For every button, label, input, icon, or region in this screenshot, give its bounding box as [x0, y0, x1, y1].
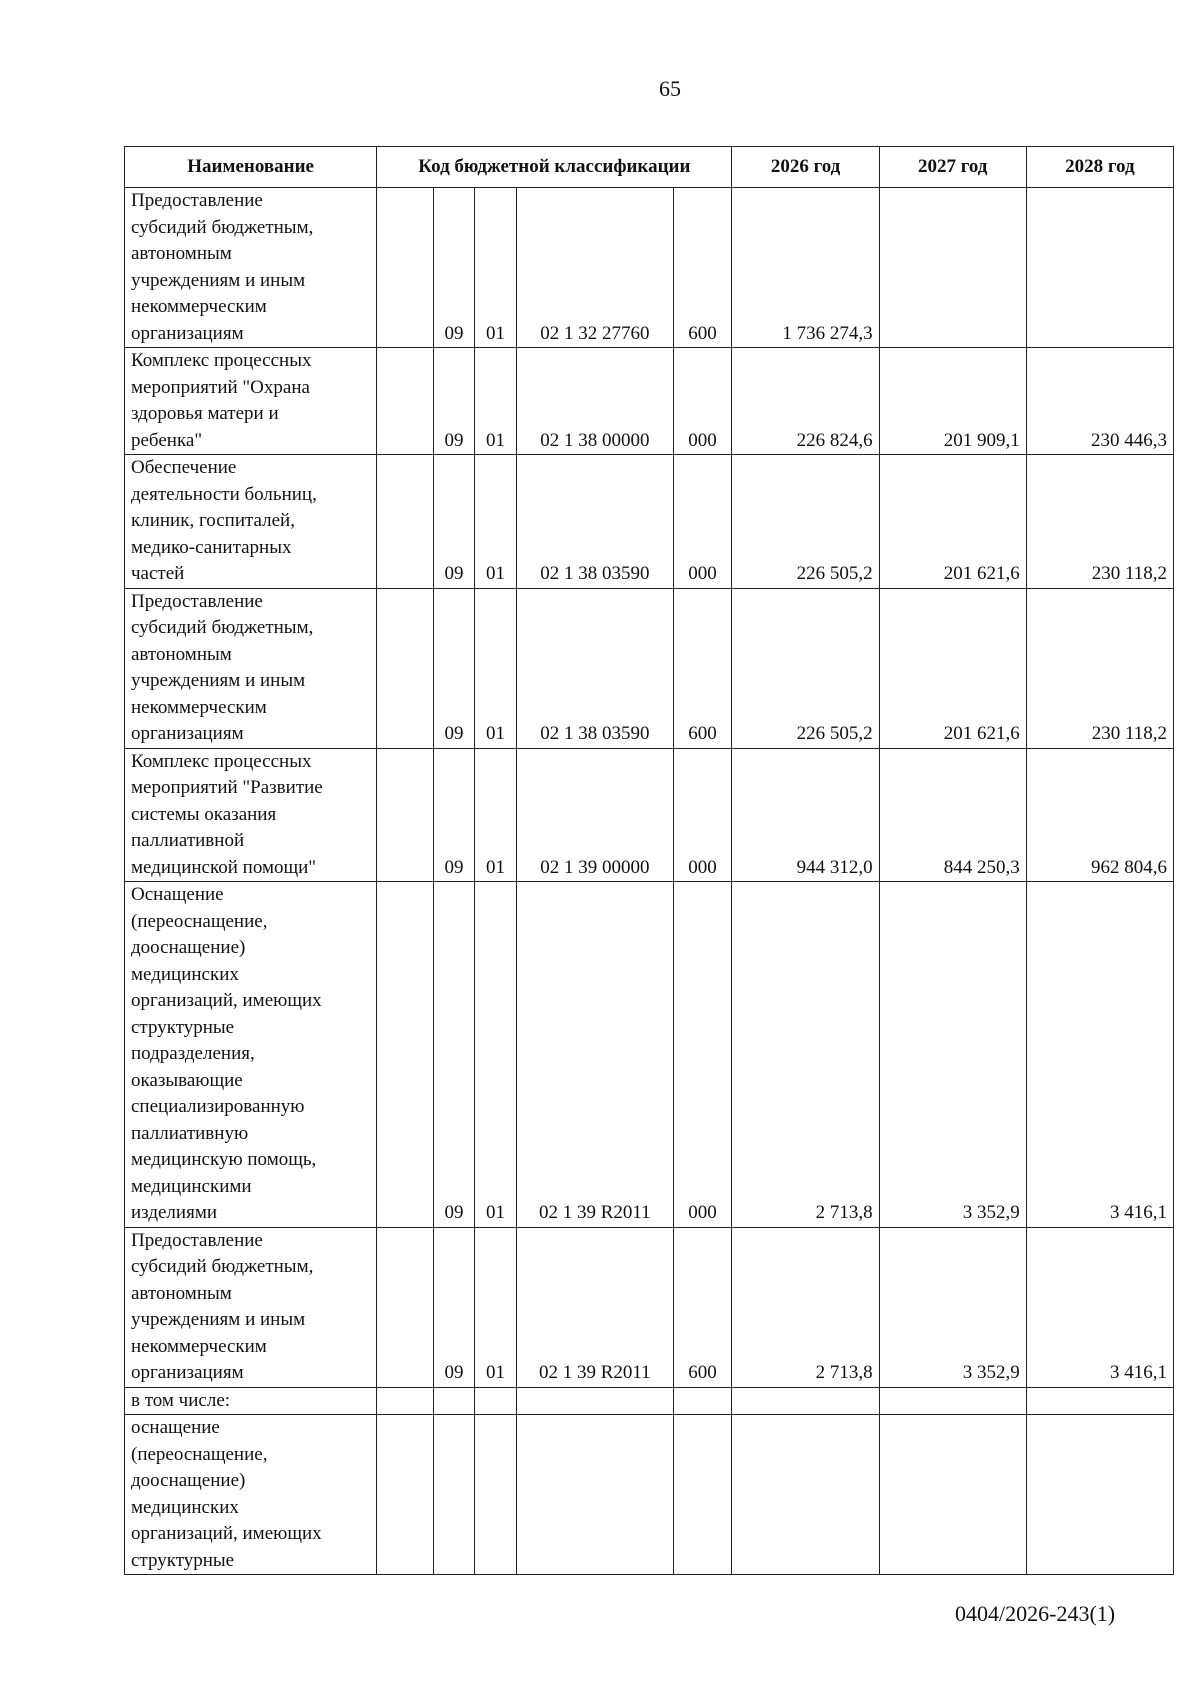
value-2027: 201 621,6	[879, 588, 1026, 748]
value-2028: 962 804,6	[1026, 748, 1173, 882]
code-subsection: 01	[474, 882, 516, 1228]
value-2028: 230 118,2	[1026, 455, 1173, 589]
code-target: 02 1 39 00000	[517, 748, 674, 882]
code-target: 02 1 39 R2011	[517, 882, 674, 1228]
table-row	[125, 455, 1174, 589]
code-expense-type: 600	[673, 188, 732, 348]
value-2026: 226 505,2	[732, 455, 879, 589]
code-target: 02 1 32 27760	[517, 188, 674, 348]
value-2026	[732, 1387, 879, 1415]
code-target: 02 1 38 03590	[517, 588, 674, 748]
code-subsection: 01	[474, 348, 516, 455]
row-name: Предоставление субсидий бюджетным, автономным учреждениям и иным некоммерческим организациям	[125, 588, 377, 748]
value-2027	[879, 188, 1026, 348]
row-name: Предоставление субсидий бюджетным, автономным учреждениям и иным некоммерческим организациям	[125, 188, 377, 348]
code-subsection: 01	[474, 748, 516, 882]
value-2028	[1026, 1387, 1173, 1415]
code-section	[377, 748, 434, 882]
code-section	[377, 1415, 434, 1575]
code-ministry: 09	[434, 348, 475, 455]
code-ministry: 09	[434, 188, 475, 348]
value-2026: 2 713,8	[732, 882, 879, 1228]
value-2026: 1 736 274,3	[732, 188, 879, 348]
document-number: 0404/2026-243(1)	[955, 1601, 1116, 1626]
value-2027	[879, 1415, 1026, 1575]
header-2027: 2027 год	[879, 147, 1026, 188]
page-number: 65	[659, 76, 681, 101]
code-expense-type: 600	[673, 588, 732, 748]
table-row	[125, 1227, 1174, 1387]
row-name: Комплекс процессных мероприятий "Охрана здоровья матери и ребенка"	[125, 348, 377, 455]
code-ministry: 09	[434, 1227, 475, 1387]
code-target: 02 1 38 03590	[517, 455, 674, 589]
value-2026: 944 312,0	[732, 748, 879, 882]
code-subsection	[474, 1415, 516, 1575]
code-subsection	[474, 1387, 516, 1415]
code-section	[377, 188, 434, 348]
table-row	[125, 1415, 1174, 1575]
code-section	[377, 882, 434, 1228]
value-2028: 230 118,2	[1026, 588, 1173, 748]
row-name: оснащение (переоснащение, дооснащение) медицинских организаций, имеющих структурные	[125, 1415, 377, 1575]
code-section	[377, 455, 434, 589]
code-expense-type: 000	[673, 348, 732, 455]
table-row	[125, 882, 1174, 1228]
row-name: Обеспечение деятельности больниц, клиник, госпиталей, медико-санитарных частей	[125, 455, 377, 589]
code-expense-type	[673, 1415, 732, 1575]
table-row	[125, 588, 1174, 748]
row-name: Комплекс процессных мероприятий "Развитие системы оказания паллиативной медицинской помощи"	[125, 748, 377, 882]
code-ministry: 09	[434, 588, 475, 748]
value-2027: 3 352,9	[879, 1227, 1026, 1387]
header-2028: 2028 год	[1026, 147, 1173, 188]
header-name: Наименование	[125, 147, 377, 188]
code-target	[517, 1387, 674, 1415]
code-expense-type: 000	[673, 882, 732, 1228]
table-row	[125, 1387, 1174, 1415]
code-section	[377, 348, 434, 455]
code-subsection: 01	[474, 188, 516, 348]
code-target: 02 1 38 00000	[517, 348, 674, 455]
table-header-row	[125, 147, 1174, 188]
code-section	[377, 588, 434, 748]
value-2027: 844 250,3	[879, 748, 1026, 882]
value-2028: 230 446,3	[1026, 348, 1173, 455]
code-section	[377, 1227, 434, 1387]
code-section	[377, 1387, 434, 1415]
code-ministry: 09	[434, 748, 475, 882]
row-name: Предоставление субсидий бюджетным, автономным учреждениям и иным некоммерческим организациям	[125, 1227, 377, 1387]
table-row	[125, 348, 1174, 455]
code-ministry: 09	[434, 455, 475, 589]
code-ministry: 09	[434, 882, 475, 1228]
code-expense-type: 000	[673, 748, 732, 882]
value-2027	[879, 1387, 1026, 1415]
row-name: в том числе:	[125, 1387, 377, 1415]
row-name: Оснащение (переоснащение, дооснащение) медицинских организаций, имеющих структурные подразделения, оказывающие специализированную паллиативную медицинскую помощь, медицинскими изделиями	[125, 882, 377, 1228]
code-expense-type: 000	[673, 455, 732, 589]
table-row	[125, 748, 1174, 882]
code-expense-type	[673, 1387, 732, 1415]
code-subsection: 01	[474, 588, 516, 748]
code-expense-type: 600	[673, 1227, 732, 1387]
value-2026: 226 824,6	[732, 348, 879, 455]
code-target	[517, 1415, 674, 1575]
value-2026: 2 713,8	[732, 1227, 879, 1387]
header-2026: 2026 год	[732, 147, 879, 188]
code-ministry	[434, 1387, 475, 1415]
value-2027: 201 621,6	[879, 455, 1026, 589]
table-row	[125, 188, 1174, 348]
value-2027: 201 909,1	[879, 348, 1026, 455]
value-2026	[732, 1415, 879, 1575]
code-target: 02 1 39 R2011	[517, 1227, 674, 1387]
value-2028: 3 416,1	[1026, 882, 1173, 1228]
value-2028: 3 416,1	[1026, 1227, 1173, 1387]
code-subsection: 01	[474, 1227, 516, 1387]
code-subsection: 01	[474, 455, 516, 589]
value-2028	[1026, 1415, 1173, 1575]
value-2026: 226 505,2	[732, 588, 879, 748]
code-ministry	[434, 1415, 475, 1575]
header-code: Код бюджетной классификации	[377, 147, 732, 188]
budget-table	[124, 146, 1174, 1575]
value-2027: 3 352,9	[879, 882, 1026, 1228]
value-2028	[1026, 188, 1173, 348]
